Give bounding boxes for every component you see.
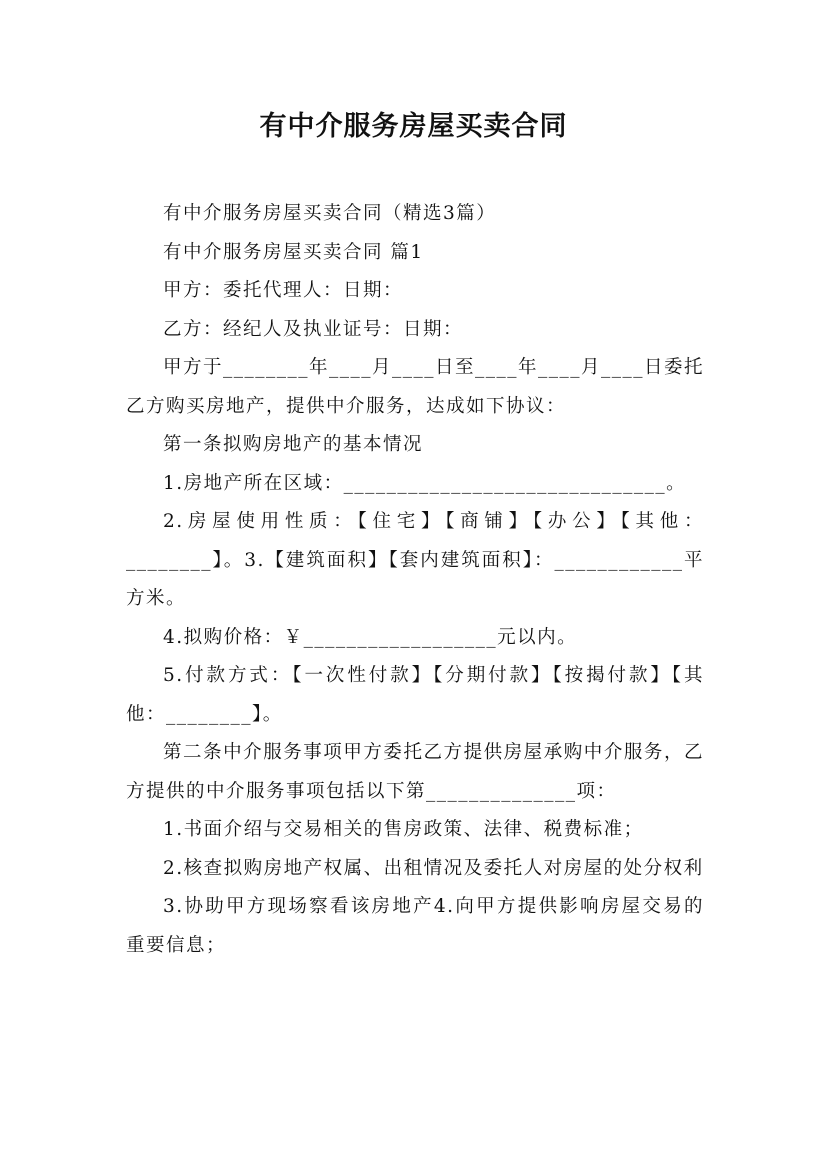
paragraph-party-b: 乙方：经纪人及执业证号：日期： xyxy=(163,318,464,340)
paragraph-service-2: 2.核查拟购房地产权属、出租情况及委托人对房屋的处分权利 xyxy=(163,857,704,879)
paragraph-item-usage: 2.房屋使用性质：【住宅】【商铺】【办公】【其他：________】。3.【建筑面积】【套内建筑面积】：____________平方米。 xyxy=(126,511,704,609)
paragraph-service-1: 1.书面介绍与交易相关的售房政策、法律、税费标准； xyxy=(163,819,644,840)
paragraph-item-payment: 5.付款方式：【一次性付款】【分期付款】【按揭付款】【其他：________】。 xyxy=(126,665,704,725)
paragraph-article-1-heading: 第一条拟购房地产的基本情况 xyxy=(163,434,424,455)
paragraph-subtitle: 有中介服务房屋买卖合同（精选3篇） xyxy=(163,203,497,224)
document-body xyxy=(126,195,704,965)
paragraph-party-a: 甲方：委托代理人：日期： xyxy=(163,280,404,301)
paragraph-chapter-heading: 有中介服务房屋买卖合同 篇1 xyxy=(163,241,424,263)
paragraph-item-price: 4.拟购价格：￥__________________元以内。 xyxy=(163,626,578,648)
paragraph-article-2: 第二条中介服务事项甲方委托乙方提供房屋承购中介服务，乙方提供的中介服务事项包括以下第______________项： xyxy=(126,742,704,802)
paragraph-service-3: 3.协助甲方现场察看该房地产4.向甲方提供影响房屋交易的重要信息； xyxy=(126,896,704,956)
paragraph-item-region: 1.房地产所在区域：______________________________。 xyxy=(163,472,687,494)
paragraph-agreement-intro: 甲方于________年____月____日至____年____月____日委托乙方购买房地产，提供中介服务，达成如下协议： xyxy=(126,357,705,417)
document-title: 有中介服务房屋买卖合同 xyxy=(259,111,568,142)
